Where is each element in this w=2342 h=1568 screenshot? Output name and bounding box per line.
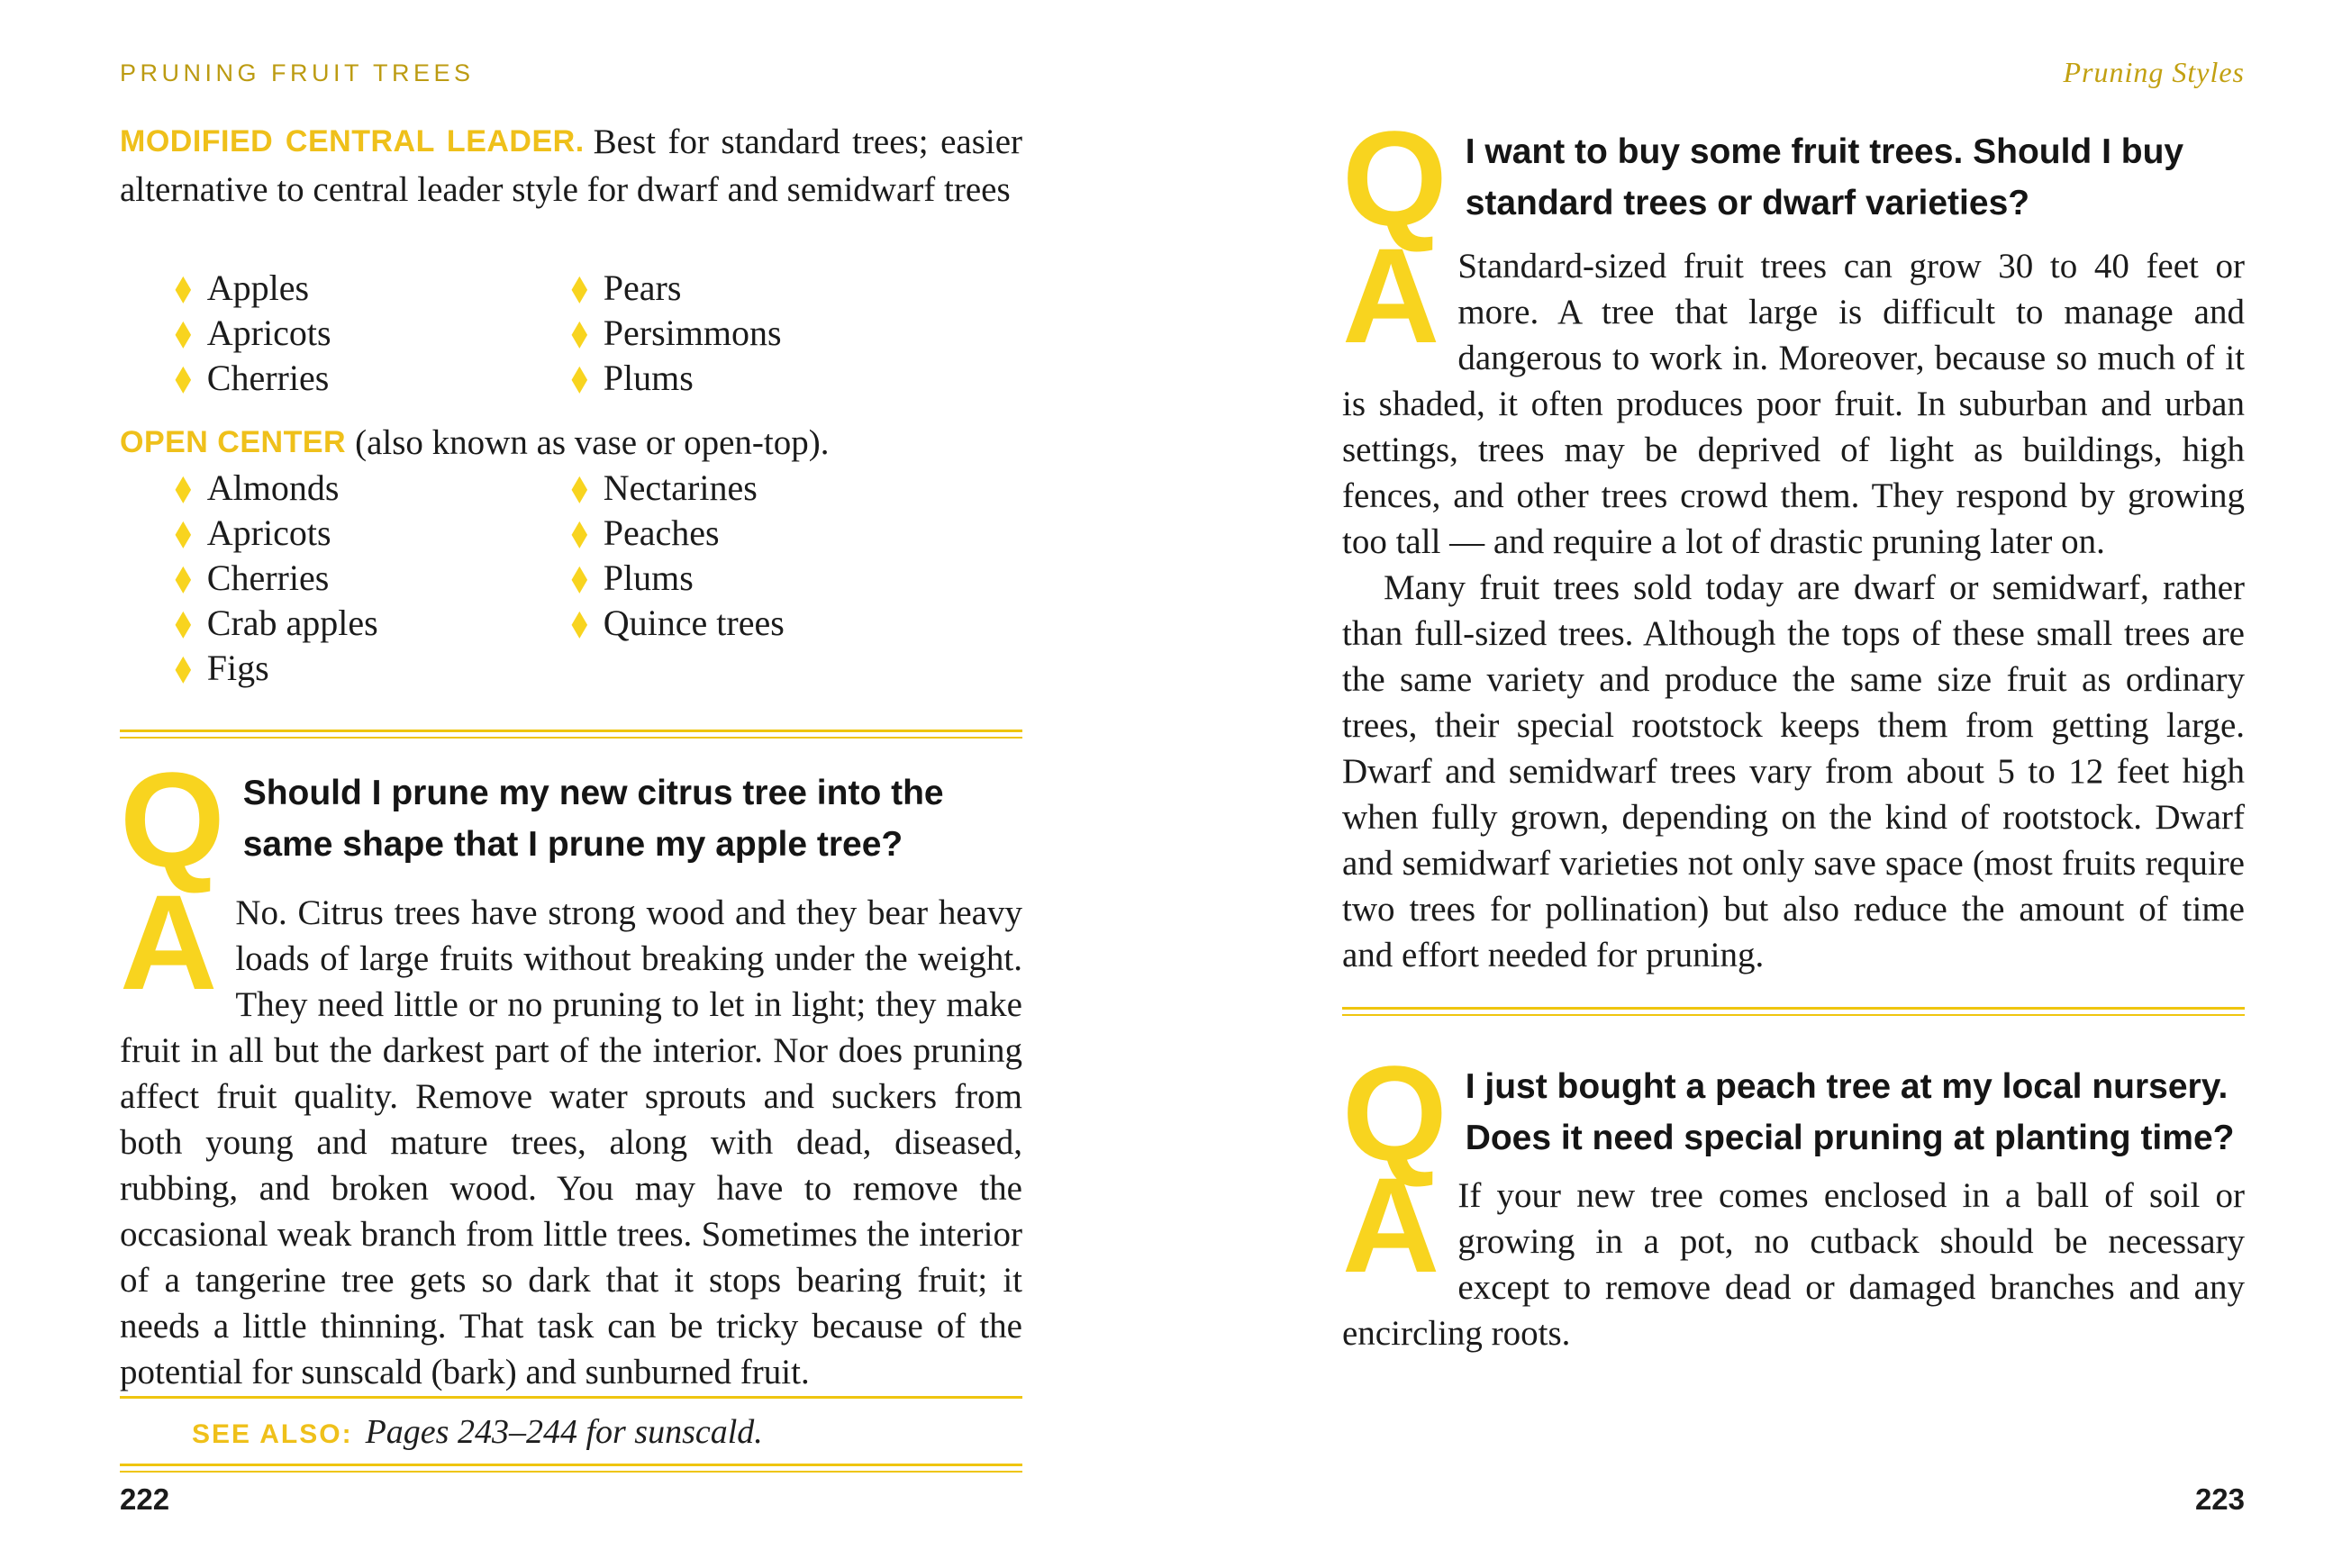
answer-block [120,866,1022,1395]
open-center-label: OPEN CENTER [120,425,347,459]
question-text: I just bought a peach tree at my local nursery. Does it need special pruning at planting time? [1465,1067,2235,1157]
diamond-bullet-icon: ◆ [571,267,588,308]
diamond-bullet-icon: ◆ [175,602,192,643]
see-also-reference: Pages 243–244 for sunscald. [365,1413,763,1451]
diamond-bullet-icon: ◆ [175,267,192,308]
list-item-label: Persimmons [603,312,782,353]
section-divider [120,730,1022,739]
diamond-bullet-icon: ◆ [175,647,192,688]
question-block [1342,103,2245,254]
list-item [174,510,570,555]
open-center-paragraph [120,420,1022,467]
right-page [1342,0,2245,1568]
modified-leader-list [120,265,1022,400]
list-item-label: Plums [603,557,694,598]
list-item [570,600,785,645]
diamond-bullet-icon: ◆ [571,557,588,598]
list-item-label: Quince trees [603,602,785,643]
list-item-label: Figs [206,647,269,688]
answer-paragraph-2: Many fruit trees sold today are dwarf or semidwarf, rather than full-sized trees. Although the tops of these small trees are the same variety and produce the same size fruit as ordinary trees, their special rootstock keeps them from getting large. Dwarf and semidwarf trees vary from about 5 to 12 feet high when fully grown, depending on the kind of rootstock. Dwarf and semidwarf varieties not only save space (most fruits require two trees for pollination) but also reduce the amount of time and effort needed for pruning. [1342,568,2245,974]
list-item [174,310,570,355]
list-item-label: Almonds [206,467,340,508]
list-item-label: Peaches [603,512,720,553]
left-page [120,0,1022,1568]
list-item [174,465,570,510]
running-head-left: PRUNING FRUIT TREES [120,59,475,86]
open-center-text: (also known as vase or open-top). [355,423,830,462]
diamond-bullet-icon: ◆ [175,557,192,598]
diamond-bullet-icon: ◆ [175,357,192,398]
list-item-label: Pears [603,267,682,308]
list-item [174,265,570,310]
list-item [570,555,785,600]
page-number-right: 223 [2194,1482,2245,1516]
diamond-bullet-icon: ◆ [571,512,588,553]
page-number-left: 222 [120,1482,170,1516]
list-item [570,310,782,355]
list-item [174,600,570,645]
list-item-label: Apricots [206,312,331,353]
modified-central-leader-label: MODIFIED CENTRAL LEADER. [120,124,585,159]
diamond-bullet-icon: ◆ [175,467,192,508]
answer-dropcap: A [1342,220,1440,371]
diamond-bullet-icon: ◆ [571,312,588,353]
list-item [174,355,570,400]
question-block [120,744,1022,895]
list-item-label: Plums [603,357,694,398]
question-block [1342,1038,2245,1189]
answer-text: No. Citrus trees have strong wood and they bear heavy loads of large fruits without breaking under the weight. They need little or no pruning to let in light; they make fruit in all but the darkest part of the interior. Nor does pruning affect fruit quality. Remove water sprouts and suckers from both young and mature trees, along with dead, diseased, rubbing, and broken wood. You may have to remove the occasional weak branch from little trees. Sometimes the interior of a tangerine tree gets so dark that it stops bearing fruit; it needs a little thinning. That task can be tricky because of the potential for sunscald (bark) and sunburned fruit. [120,893,1022,1391]
modified-central-leader-text: Best for standard trees; easier alternative to central leader style for dwarf and semidwarf trees [120,122,1022,209]
list-item [570,510,785,555]
see-also-box [120,1396,1022,1473]
diamond-bullet-icon: ◆ [175,512,192,553]
list-item-label: Cherries [206,357,330,398]
answer-dropcap: A [1342,1149,1440,1301]
list-item [174,645,570,690]
question-dropcap: Q [1342,1038,1448,1189]
question-text: I want to buy some fruit trees. Should I buy standard trees or dwarf varieties? [1465,132,2184,222]
modified-central-leader-paragraph [120,119,1022,213]
answer-paragraph-1: Standard-sized fruit trees can grow 30 to 40 feet or more. A tree that large is difficult to manage and dangerous to work in. Moreover, because so much of it is shaded, it often produces poor fruit. In suburban and urban settings, trees may be deprived of light as buildings, high fences, and other trees crowd them. They respond by growing too tall — and require a lot of drastic pruning later on. [1342,247,2245,561]
see-also-label: SEE ALSO: [192,1419,353,1449]
answer-block [1342,220,2245,978]
list-item-label: Apples [206,267,310,308]
answer-text: If your new tree comes enclosed in a ball of soil or growing in a pot, no cutback should be necessary except to remove dead or damaged branches and any encircling roots. [1342,1176,2245,1353]
list-item [570,465,785,510]
list-item-label: Apricots [206,512,331,553]
diamond-bullet-icon: ◆ [571,357,588,398]
answer-dropcap: A [120,866,218,1018]
list-item [570,355,782,400]
running-head-right: Pruning Styles [2063,56,2245,88]
list-item [174,555,570,600]
diamond-bullet-icon: ◆ [571,602,588,643]
diamond-bullet-icon: ◆ [175,312,192,353]
question-dropcap: Q [1342,103,1448,254]
list-item-label: Nectarines [603,467,758,508]
question-dropcap: Q [120,744,225,895]
see-also-bottom-rule [120,1464,1022,1473]
section-divider [1342,1007,2245,1016]
answer-block [1342,1149,2245,1356]
diamond-bullet-icon: ◆ [571,467,588,508]
open-center-list [120,465,1022,690]
list-item-label: Cherries [206,557,330,598]
question-text: Should I prune my new citrus tree into the same shape that I prune my apple tree? [242,774,944,864]
list-item-label: Crab apples [206,602,378,643]
list-item [570,265,782,310]
